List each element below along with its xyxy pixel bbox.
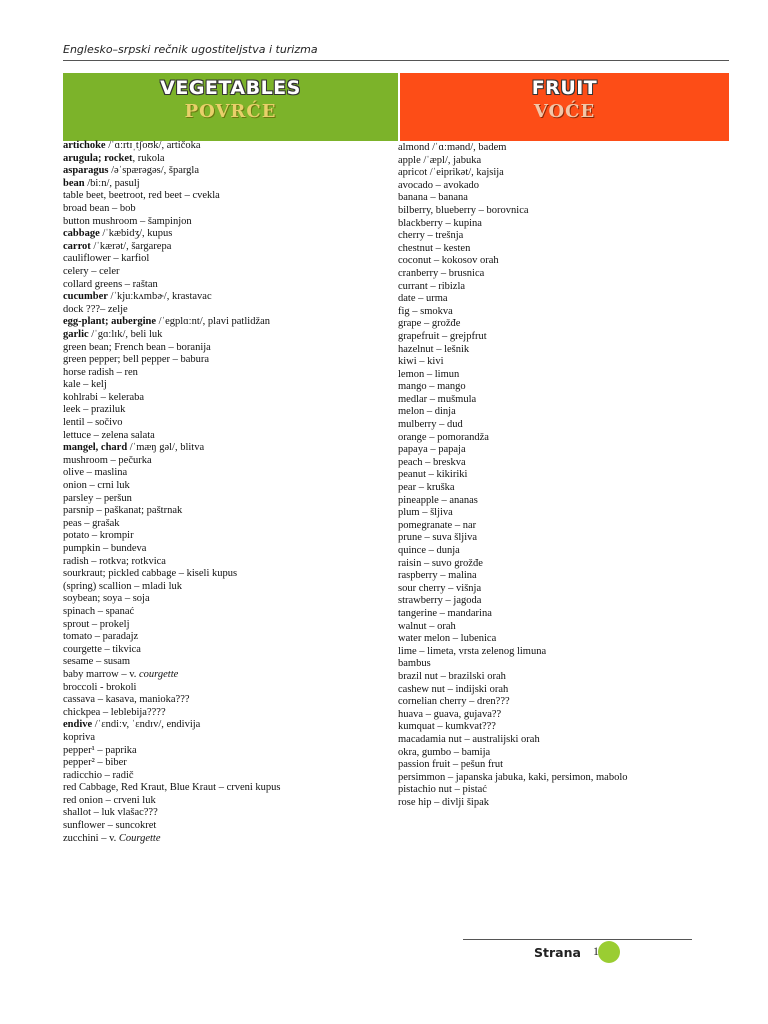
vegetable-entry (63, 367, 393, 380)
vegetable-term: shallot – luk vlašac??? (63, 807, 158, 819)
fruit-entry: melon – dinja (398, 406, 456, 418)
vegetable-entry (63, 656, 393, 669)
fruit-entry: apple /ˈæpl/, jabuka (398, 154, 482, 166)
vegetable-term: olive – maslina (63, 467, 128, 479)
fruit-entry: blackberry – kupina (398, 217, 482, 229)
vegetable-definition: /ˈɑːrtɪˌtʃoʊk/, artičoka (105, 140, 201, 151)
fruit-entry: cherry – trešnja (398, 230, 464, 242)
fruit-entry: cornelian cherry – dren??? (398, 696, 510, 708)
vegetable-term: radish – rotkva; rotkvica (63, 555, 166, 567)
page-label: Strana (534, 945, 581, 960)
vegetable-entry (63, 241, 393, 254)
fruit-entry: papaya – papaja (398, 444, 466, 456)
vegetable-entry (63, 266, 393, 279)
fruit-entry: macadamia nut – australijski orah (398, 733, 540, 745)
fruit-entry: strawberry – jagoda (398, 595, 482, 607)
vegetable-term: red Cabbage, Red Kraut, Blue Kraut – crveni kupus (63, 782, 281, 794)
vegetable-term: button mushroom – šampinjon (63, 215, 192, 227)
vegetables-title-sr: POVRĆE (184, 101, 277, 122)
fruit-entry: okra, gumbo – bamija (398, 746, 491, 758)
vegetable-term: cabbage (63, 228, 100, 240)
fruit-entry: raspberry – malina (398, 570, 477, 582)
fruit-entry: mango – mango (398, 381, 466, 393)
fruit-entry: fig – smokva (398, 305, 453, 317)
vegetable-term: sourkraut; pickled cabbage – kiseli kupus (63, 568, 238, 580)
vegetable-entry (63, 631, 393, 644)
vegetable-term: dock ???– zelje (63, 303, 128, 315)
vegetable-term: red onion – crveni luk (63, 794, 156, 806)
vegetable-entry (63, 568, 393, 581)
vegetable-definition: /ˈkærət/, šargarepa (90, 240, 172, 252)
vegetable-term: courgette – tikvica (63, 643, 141, 655)
fruit-entry: walnut – orah (398, 620, 456, 632)
fruit-entry: rose hip – divlji šipak (398, 796, 489, 808)
vegetable-term: chickpea – leblebija???? (63, 706, 166, 718)
vegetables-list (63, 140, 393, 845)
fruit-entry: currant – ribizla (398, 280, 466, 292)
fruit-entry: water melon – lubenica (398, 633, 497, 645)
fruit-entry: brazil nut – brazilski orah (398, 670, 506, 682)
vegetable-definition: /əˈspærəgəs/, špargla (108, 165, 200, 177)
fruit-entry: pear – kruška (398, 482, 455, 494)
vegetable-crossref: courgette (139, 668, 179, 680)
vegetable-term: lentil – sočivo (63, 417, 123, 429)
vegetable-entry (63, 669, 393, 682)
fruit-entry: peanut – kikiriki (398, 469, 468, 481)
vegetable-term: tomato – paradajz (63, 631, 139, 643)
fruit-entry: pineapple – ananas (398, 494, 478, 506)
vegetable-entry (63, 392, 393, 405)
vegetable-definition: /ˈɛndiːv, ˈɛndɪv/, endivija (92, 719, 201, 731)
vegetable-entry (63, 480, 393, 493)
vegetable-entry (63, 467, 393, 480)
vegetable-entry (63, 530, 393, 543)
vegetable-term: garlic (63, 328, 89, 340)
vegetable-entry (63, 543, 393, 556)
vegetable-entry (63, 291, 393, 304)
vegetable-term: (spring) scallion – mladi luk (63, 580, 182, 592)
fruit-entry: sour cherry – višnja (398, 582, 482, 594)
vegetable-term: egg-plant; aubergine (63, 316, 157, 328)
fruit-entry: lemon – limun (398, 368, 460, 380)
vegetable-term: broccoli - brokoli (63, 681, 137, 693)
vegetable-entry (63, 606, 393, 619)
fruit-entry: coconut – kokosov orah (398, 255, 499, 267)
fruit-entry: quince – dunja (398, 545, 460, 556)
fruit-entry: bambus (398, 658, 431, 670)
vegetable-term: potato – krompir (63, 530, 134, 542)
vegetable-entry (63, 165, 393, 178)
vegetable-term: sunflower – suncokret (63, 820, 157, 832)
fruit-entry: plum – šljiva (398, 507, 453, 519)
vegetable-term: parsnip – paškanat; paštrnak (63, 505, 183, 517)
fruit-entry: cranberry – brusnica (398, 267, 485, 279)
vegetable-definition: /ˈegplɑːnt/, plavi patlidžan (156, 316, 271, 328)
fruit-entry: apricot /ˈeiprikət/, kajsija (398, 167, 504, 179)
vegetable-term: leek – praziluk (63, 404, 126, 416)
vegetable-entry (63, 732, 393, 745)
fruit-entry: kumquat – kumkvat??? (398, 721, 496, 733)
vegetable-definition: /ˈmæŋ gəl/, blitva (127, 442, 205, 454)
fruit-entry: tangerine – mandarina (398, 607, 492, 619)
fruit-entry: pomegranate – nar (398, 519, 477, 531)
fruit-title-sr: VOĆE (533, 101, 596, 122)
vegetable-term: zucchini – v. (63, 832, 119, 844)
vegetable-term: peas – grašak (63, 517, 120, 529)
fruit-entry: persimmon – japanska jabuka, kaki, persimon, mabolo (398, 771, 628, 783)
vegetable-term: sesame – susam (63, 656, 131, 668)
vegetable-entry (63, 153, 393, 166)
vegetable-definition: , rukola (132, 152, 165, 164)
vegetables-title-en: VEGETABLES (160, 77, 301, 99)
page-number-dot (598, 941, 620, 963)
vegetable-entry (63, 253, 393, 266)
document-header-title: Englesko–srpski rečnik ugostiteljstva i turizma (63, 43, 318, 56)
vegetable-entry (63, 619, 393, 632)
vegetable-term: onion – crni luk (63, 480, 130, 492)
fruit-entry: pistachio nut – pistać (398, 784, 487, 796)
vegetable-entry (63, 442, 393, 455)
fruit-entry: passion fruit – pešun frut (398, 759, 503, 771)
vegetable-entry (63, 342, 393, 355)
fruit-entry: kiwi – kivi (398, 356, 444, 368)
fruit-entry: raisin – suvo grožđe (398, 557, 483, 569)
vegetables-banner (63, 73, 398, 141)
vegetable-entry (63, 505, 393, 518)
vegetable-term: asparagus (63, 165, 109, 177)
fruit-entry: banana – banana (398, 192, 468, 204)
vegetable-entry (63, 417, 393, 430)
vegetable-entry (63, 354, 393, 367)
fruit-banner (400, 73, 729, 141)
header-divider (63, 60, 729, 61)
vegetable-entry (63, 279, 393, 292)
vegetable-term: mangel, chard (63, 442, 128, 454)
fruit-entry: chestnut – kesten (398, 242, 471, 254)
vegetable-entry (63, 807, 393, 820)
fruit-list (398, 142, 728, 809)
vegetable-term: pepper¹ – paprika (63, 744, 137, 756)
vegetable-definition: /ˈkæbidʒ/, kupus (99, 228, 173, 240)
vegetable-term: table beet, beetroot, red beet – cvekla (63, 190, 220, 202)
vegetable-entry (63, 694, 393, 707)
vegetable-entry (63, 203, 393, 216)
fruit-entry: orange – pomorandža (398, 431, 489, 443)
vegetable-term: collard greens – raštan (63, 278, 158, 290)
vegetable-term: broad bean – bob (63, 202, 136, 214)
vegetable-term: spinach – spanać (63, 605, 135, 617)
vegetable-entry (63, 379, 393, 392)
vegetable-term: radicchio – radič (63, 769, 134, 781)
vegetable-entry (63, 745, 393, 758)
vegetable-term: pepper² – biber (63, 757, 127, 769)
vegetable-entry (63, 757, 393, 770)
fruit-entry: almond /ˈɑːmənd/, badem (398, 142, 507, 153)
vegetable-entry (63, 644, 393, 657)
vegetable-entry (63, 178, 393, 191)
fruit-entry: lime – limeta, vrsta zelenog limuna (398, 645, 547, 657)
vegetable-entry (63, 190, 393, 203)
vegetable-term: arugula; rocket (63, 152, 133, 164)
fruit-entry: cashew nut – indijski orah (398, 683, 509, 695)
vegetable-definition: /biːn/, pasulj (84, 177, 140, 189)
vegetable-entry (63, 795, 393, 808)
vegetable-entry (63, 682, 393, 695)
fruit-entry: grape – grožđe (398, 318, 461, 330)
vegetable-entry (63, 719, 393, 732)
fruit-entry: peach – breskva (398, 456, 466, 468)
fruit-title-en: FRUIT (531, 77, 598, 99)
vegetable-entry (63, 833, 393, 846)
fruit-entry: bilberry, blueberry – borovnica (398, 204, 529, 216)
vegetable-entry (63, 304, 393, 317)
fruit-entry: mulberry – dud (398, 419, 463, 431)
vegetable-term: green bean; French bean – boranija (63, 341, 211, 353)
vegetable-entry (63, 140, 393, 153)
footer-divider (463, 939, 692, 940)
vegetable-entry (63, 770, 393, 783)
vegetable-crossref: Courgette (118, 832, 161, 844)
vegetable-term: green pepper; bell pepper – babura (63, 354, 210, 366)
vegetable-entry (63, 782, 393, 795)
vegetable-term: horse radish – ren (63, 366, 138, 378)
vegetable-term: baby marrow – v. (63, 668, 140, 680)
vegetable-entry (63, 820, 393, 833)
vegetable-term: mushroom – pečurka (63, 454, 152, 466)
fruit-entry: hazelnut – lešnik (398, 343, 470, 355)
vegetable-term: celery – celer (63, 265, 120, 277)
vegetable-entry (63, 593, 393, 606)
fruit-entry: huava – guava, gujava?? (398, 708, 502, 720)
vegetable-term: parsley – peršun (63, 492, 132, 504)
vegetable-definition: /ˈgɑːlɪk/, beli luk (88, 328, 163, 340)
vegetable-definition: /ˈkjuːkʌmbɚ/, krastavac (107, 291, 212, 303)
vegetable-term: cauliflower – karfiol (63, 253, 150, 265)
vegetable-term: cassava – kasava, manioka??? (63, 694, 190, 706)
vegetable-entry (63, 556, 393, 569)
vegetable-term: kohlrabi – keleraba (63, 391, 145, 403)
fruit-entry: medlar – mušmula (398, 393, 477, 405)
vegetable-term: pumpkin – bundeva (63, 543, 147, 554)
vegetable-term: kopriva (63, 731, 96, 743)
vegetable-term: lettuce – zelena salata (63, 429, 155, 441)
vegetable-entry (63, 581, 393, 594)
vegetable-entry (63, 228, 393, 241)
vegetable-entry (63, 707, 393, 720)
fruit-entry: avocado – avokado (398, 179, 480, 191)
vegetable-entry (63, 329, 393, 342)
vegetable-term: bean (63, 177, 85, 189)
vegetable-entry (63, 493, 393, 506)
vegetable-term: endive (63, 719, 93, 731)
vegetable-entry (63, 455, 393, 468)
vegetable-entry (63, 430, 393, 443)
vegetable-term: carrot (63, 240, 91, 252)
vegetable-entry (63, 404, 393, 417)
vegetable-term: soybean; soya – soja (63, 593, 150, 605)
vegetable-term: kale – kelj (63, 379, 107, 391)
vegetable-term: cucumber (63, 291, 108, 303)
fruit-entry: date – urma (398, 293, 448, 305)
page-number: 1 (593, 944, 599, 958)
vegetable-entry (63, 518, 393, 531)
vegetable-entry (63, 216, 393, 229)
fruit-entry: grapefruit – grejpfrut (398, 330, 487, 342)
vegetable-term: sprout – prokelj (63, 618, 130, 630)
vegetable-entry (63, 316, 393, 329)
vegetable-term: artichoke (63, 140, 106, 151)
fruit-entry: prune – suva šljiva (398, 532, 478, 544)
